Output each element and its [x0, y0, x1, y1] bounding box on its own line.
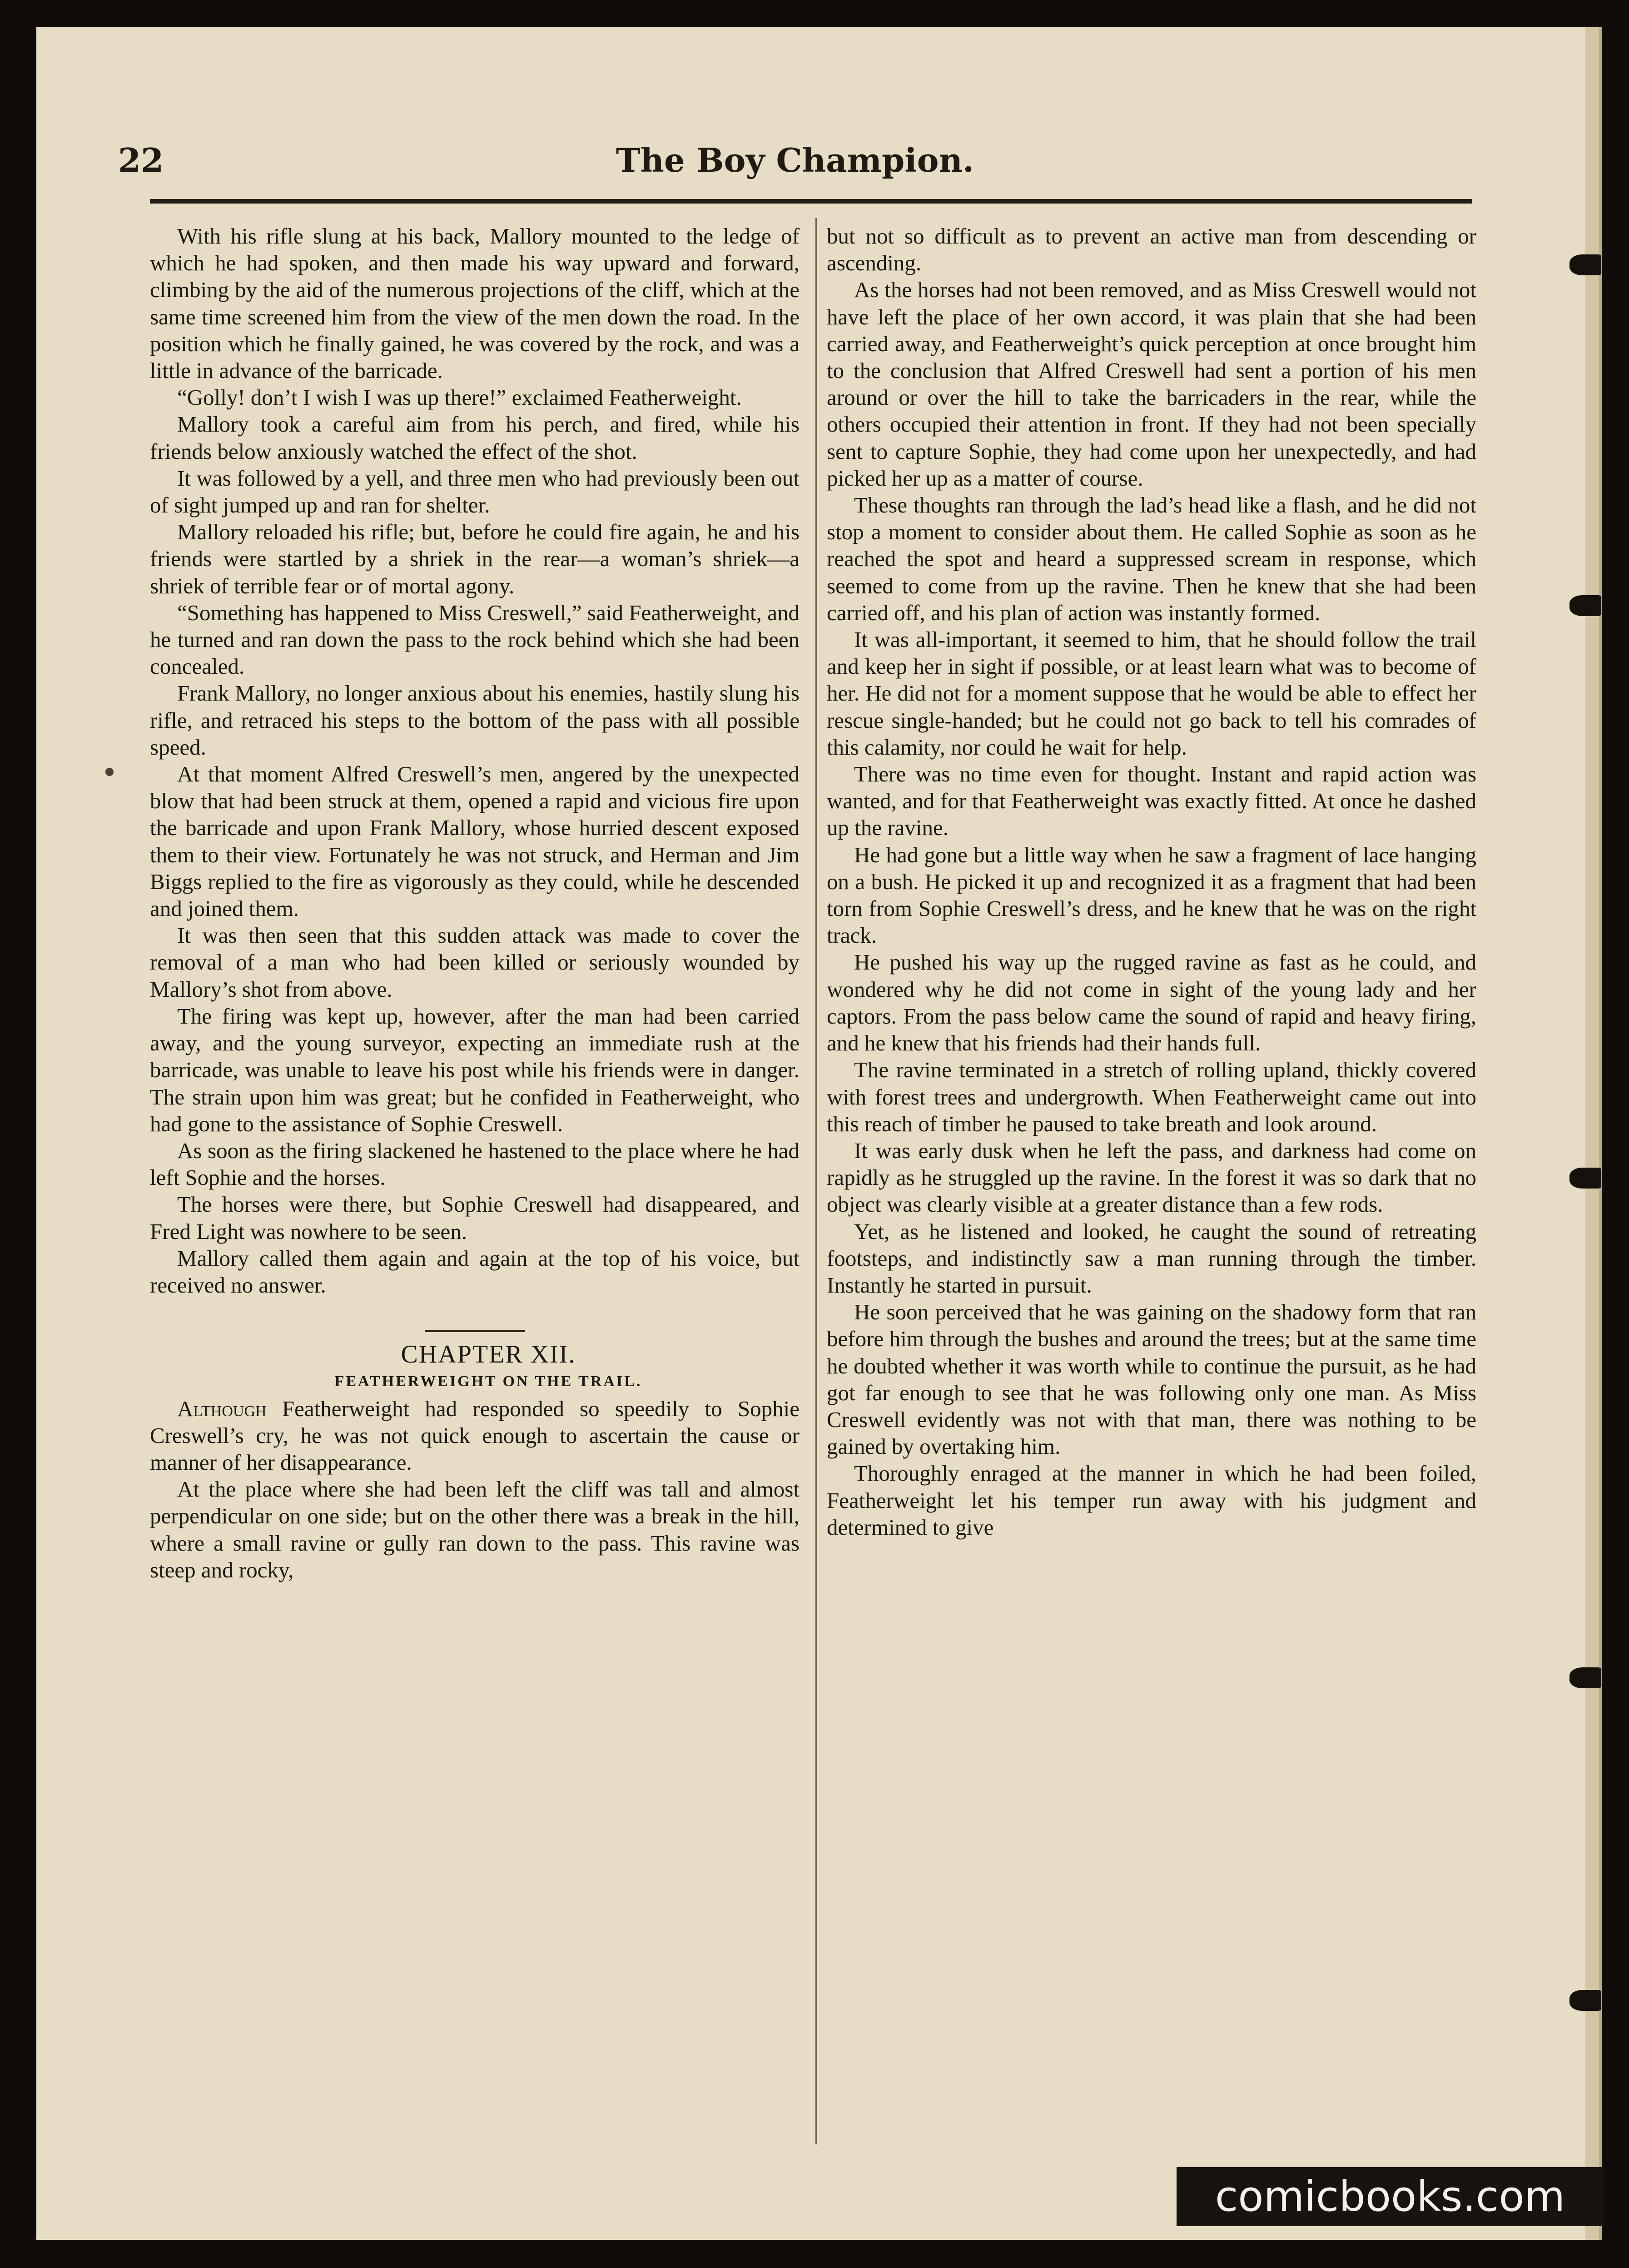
paragraph: As the horses had not been removed, and as Miss Creswell would not have left the place of her own accord, it was plain that she had been carried away, and Featherweight’s quick perception at once brought him to the conclusion that Alfred Creswell had sent a portion of his men around or over the hill to take the barricaders in the rear, while the others occupied their attention in front. If they had not been specially sent to capture Sophie, they had come upon her unexpectedly, and had picked her up as a matter of course.	[827, 277, 1476, 491]
paragraph: With his rifle slung at his back, Mallory mounted to the ledge of which he had spoken, and then made his way upward and forward, climbing by the aid of the numerous projections of the cliff, which at the same time screened him from the view of the men down the road. In the position which he finally gained, he was covered by the rock, and was a little in advance of the barricade.	[150, 224, 800, 383]
paragraph: Thoroughly enraged at the manner in which he had been foiled, Featherweight let his temper run away with his judgment and determined to give	[827, 1461, 1476, 1540]
paragraph: It was early dusk when he left the pass, and darkness had come on rapidly as he struggled up the ravine. In the forest it was so dark that no object was clearly visible at a greater distance than a few rods.	[827, 1138, 1476, 1217]
binding-hole	[1569, 595, 1601, 616]
page-header	[118, 136, 1472, 195]
paragraph: “Something has happened to Miss Creswell,” said Featherweight, and he turned and ran down the pass to the rock behind which she had been concealed.	[150, 600, 800, 679]
paragraph: Frank Mallory, no longer anxious about his enemies, hastily slung his rifle, and retraced his steps to the bottom of the pass with all possible speed.	[150, 681, 800, 760]
continued-paragraph: but not so difficult as to prevent an active man from descending or ascending.	[827, 224, 1476, 276]
paragraph: The horses were there, but Sophie Creswell had disappeared, and Fred Light was nowhere to be seen.	[150, 1192, 800, 1244]
running-title: The Boy Champion.	[616, 141, 974, 179]
paragraph: It was followed by a yell, and three men who had previously been out of sight jumped up and ran for shelter.	[150, 465, 800, 518]
paragraph: As soon as the firing slackened he hastened to the place where he had left Sophie and the horses.	[150, 1138, 800, 1190]
paragraph: Mallory took a careful aim from his perch, and fired, while his friends below anxiously watched the effect of the shot.	[150, 412, 800, 464]
paragraph: The firing was kept up, however, after the man had been carried away, and the young surveyor, expecting an immediate rush at the barricade, was unable to leave his post while his friends were in danger. The strain upon him was great; but he confided in Featherweight, who had gone to the assistance of Sophie Creswell.	[150, 1003, 800, 1136]
right-column	[827, 223, 1476, 1541]
ink-speck	[105, 768, 114, 776]
paragraph: These thoughts ran through the lad’s head like a flash, and he did not stop a moment to consider about them. He called Sophie as soon as he reached the spot and heard a suppressed scream in response, which seemed to come from up the ravine. Then he knew that she had been carried off, and his plan of action was instantly formed.	[827, 492, 1476, 625]
paragraph: Mallory reloaded his rifle; but, before he could fire again, he and his friends were startled by a shriek in the rear—a woman’s shriek—a shriek of terrible fear or of mortal agony.	[150, 519, 800, 598]
paragraph: It was all-important, it seemed to him, that he should follow the trail and keep her in sight if possible, or at least learn what was to become of her. He did not for a moment suppose that he would be able to effect her rescue single-handed; but he could not go back to tell his comrades of this calamity, nor could he wait for help.	[827, 627, 1476, 760]
binding-hole	[1569, 1168, 1601, 1189]
binding-hole	[1569, 254, 1601, 275]
binding-hole	[1569, 1990, 1601, 2011]
paragraph: It was then seen that this sudden attack was made to cover the removal of a man who had been killed or seriously wounded by Mallory’s shot from above.	[150, 923, 800, 1002]
paragraph: At that moment Alfred Creswell’s men, angered by the unexpected blow that had been struck at them, opened a rapid and vicious fire upon the barricade and upon Frank Mallory, whose hurried descent exposed them to their view. Fortunately he was not struck, and Herman and Jim Biggs replied to the fire as vigorously as they could, while he descended and joined them.	[150, 761, 800, 921]
paragraph: He soon perceived that he was gaining on the shadowy form that ran before him through the bushes and around the trees; but at the same time he doubted whether it was worth while to continue the pursuit, as he had got far enough to see that he was following only one man. As Miss Creswell evidently was not with that man, there was nothing to be gained by overtaking him.	[827, 1299, 1476, 1459]
binding-hole	[1569, 1667, 1601, 1688]
paragraph: There was no time even for thought. Instant and rapid action was wanted, and for that Featherweight was exactly fitted. At once he dashed up the ravine.	[827, 761, 1476, 841]
paragraph: Mallory called them again and again at the top of his voice, but received no answer.	[150, 1245, 800, 1298]
paragraph: Yet, as he listened and looked, he caught the sound of retreating footsteps, and indistinctly saw a man running through the timber. Instantly he started in pursuit.	[827, 1219, 1476, 1298]
chapter-subtitle: FEATHERWEIGHT ON THE TRAIL.	[334, 1373, 642, 1390]
paragraph-text: Featherweight had responded so speedily to Sophie Creswell’s cry, he was not quick enough to ascertain the cause or manner of her disappearance.	[150, 1396, 800, 1475]
left-column	[150, 223, 800, 1583]
page-edge	[1585, 27, 1599, 2240]
chapter-opening-word: Although	[177, 1396, 267, 1421]
paragraph: “Golly! don’t I wish I was up there!” exclaimed Featherweight.	[177, 385, 742, 410]
header-rule	[150, 199, 1472, 204]
column-divider	[815, 218, 817, 2144]
paragraph	[150, 1395, 800, 1476]
paragraph: The ravine terminated in a stretch of rolling upland, thickly covered with forest trees and undergrowth. When Featherweight came out into this reach of timber he paused to take breath and look around.	[827, 1057, 1476, 1136]
paragraph: He pushed his way up the rugged ravine as fast as he could, and wondered why he did not come in sight of the young lady and her captors. From the pass below came the sound of rapid and heavy firing, and he knew that his friends had their hands full.	[827, 950, 1476, 1056]
paragraph: He had gone but a little way when he saw a fragment of lace hanging on a bush. He picked it up and recognized it as a fragment that had been torn from Sophie Creswell’s dress, and he knew that he was on the right track.	[827, 842, 1476, 948]
chapter-separator	[425, 1330, 525, 1332]
page-number: 22	[118, 141, 164, 179]
chapter-title: CHAPTER XII.	[401, 1340, 576, 1369]
site-watermark: comicbooks.com	[1177, 2167, 1604, 2226]
paragraph: At the place where she had been left the cliff was tall and almost perpendicular on one side; but on the other there was a break in the hill, where a small ravine or gully ran down to the pass. This ravine was steep and rocky,	[150, 1477, 800, 1582]
